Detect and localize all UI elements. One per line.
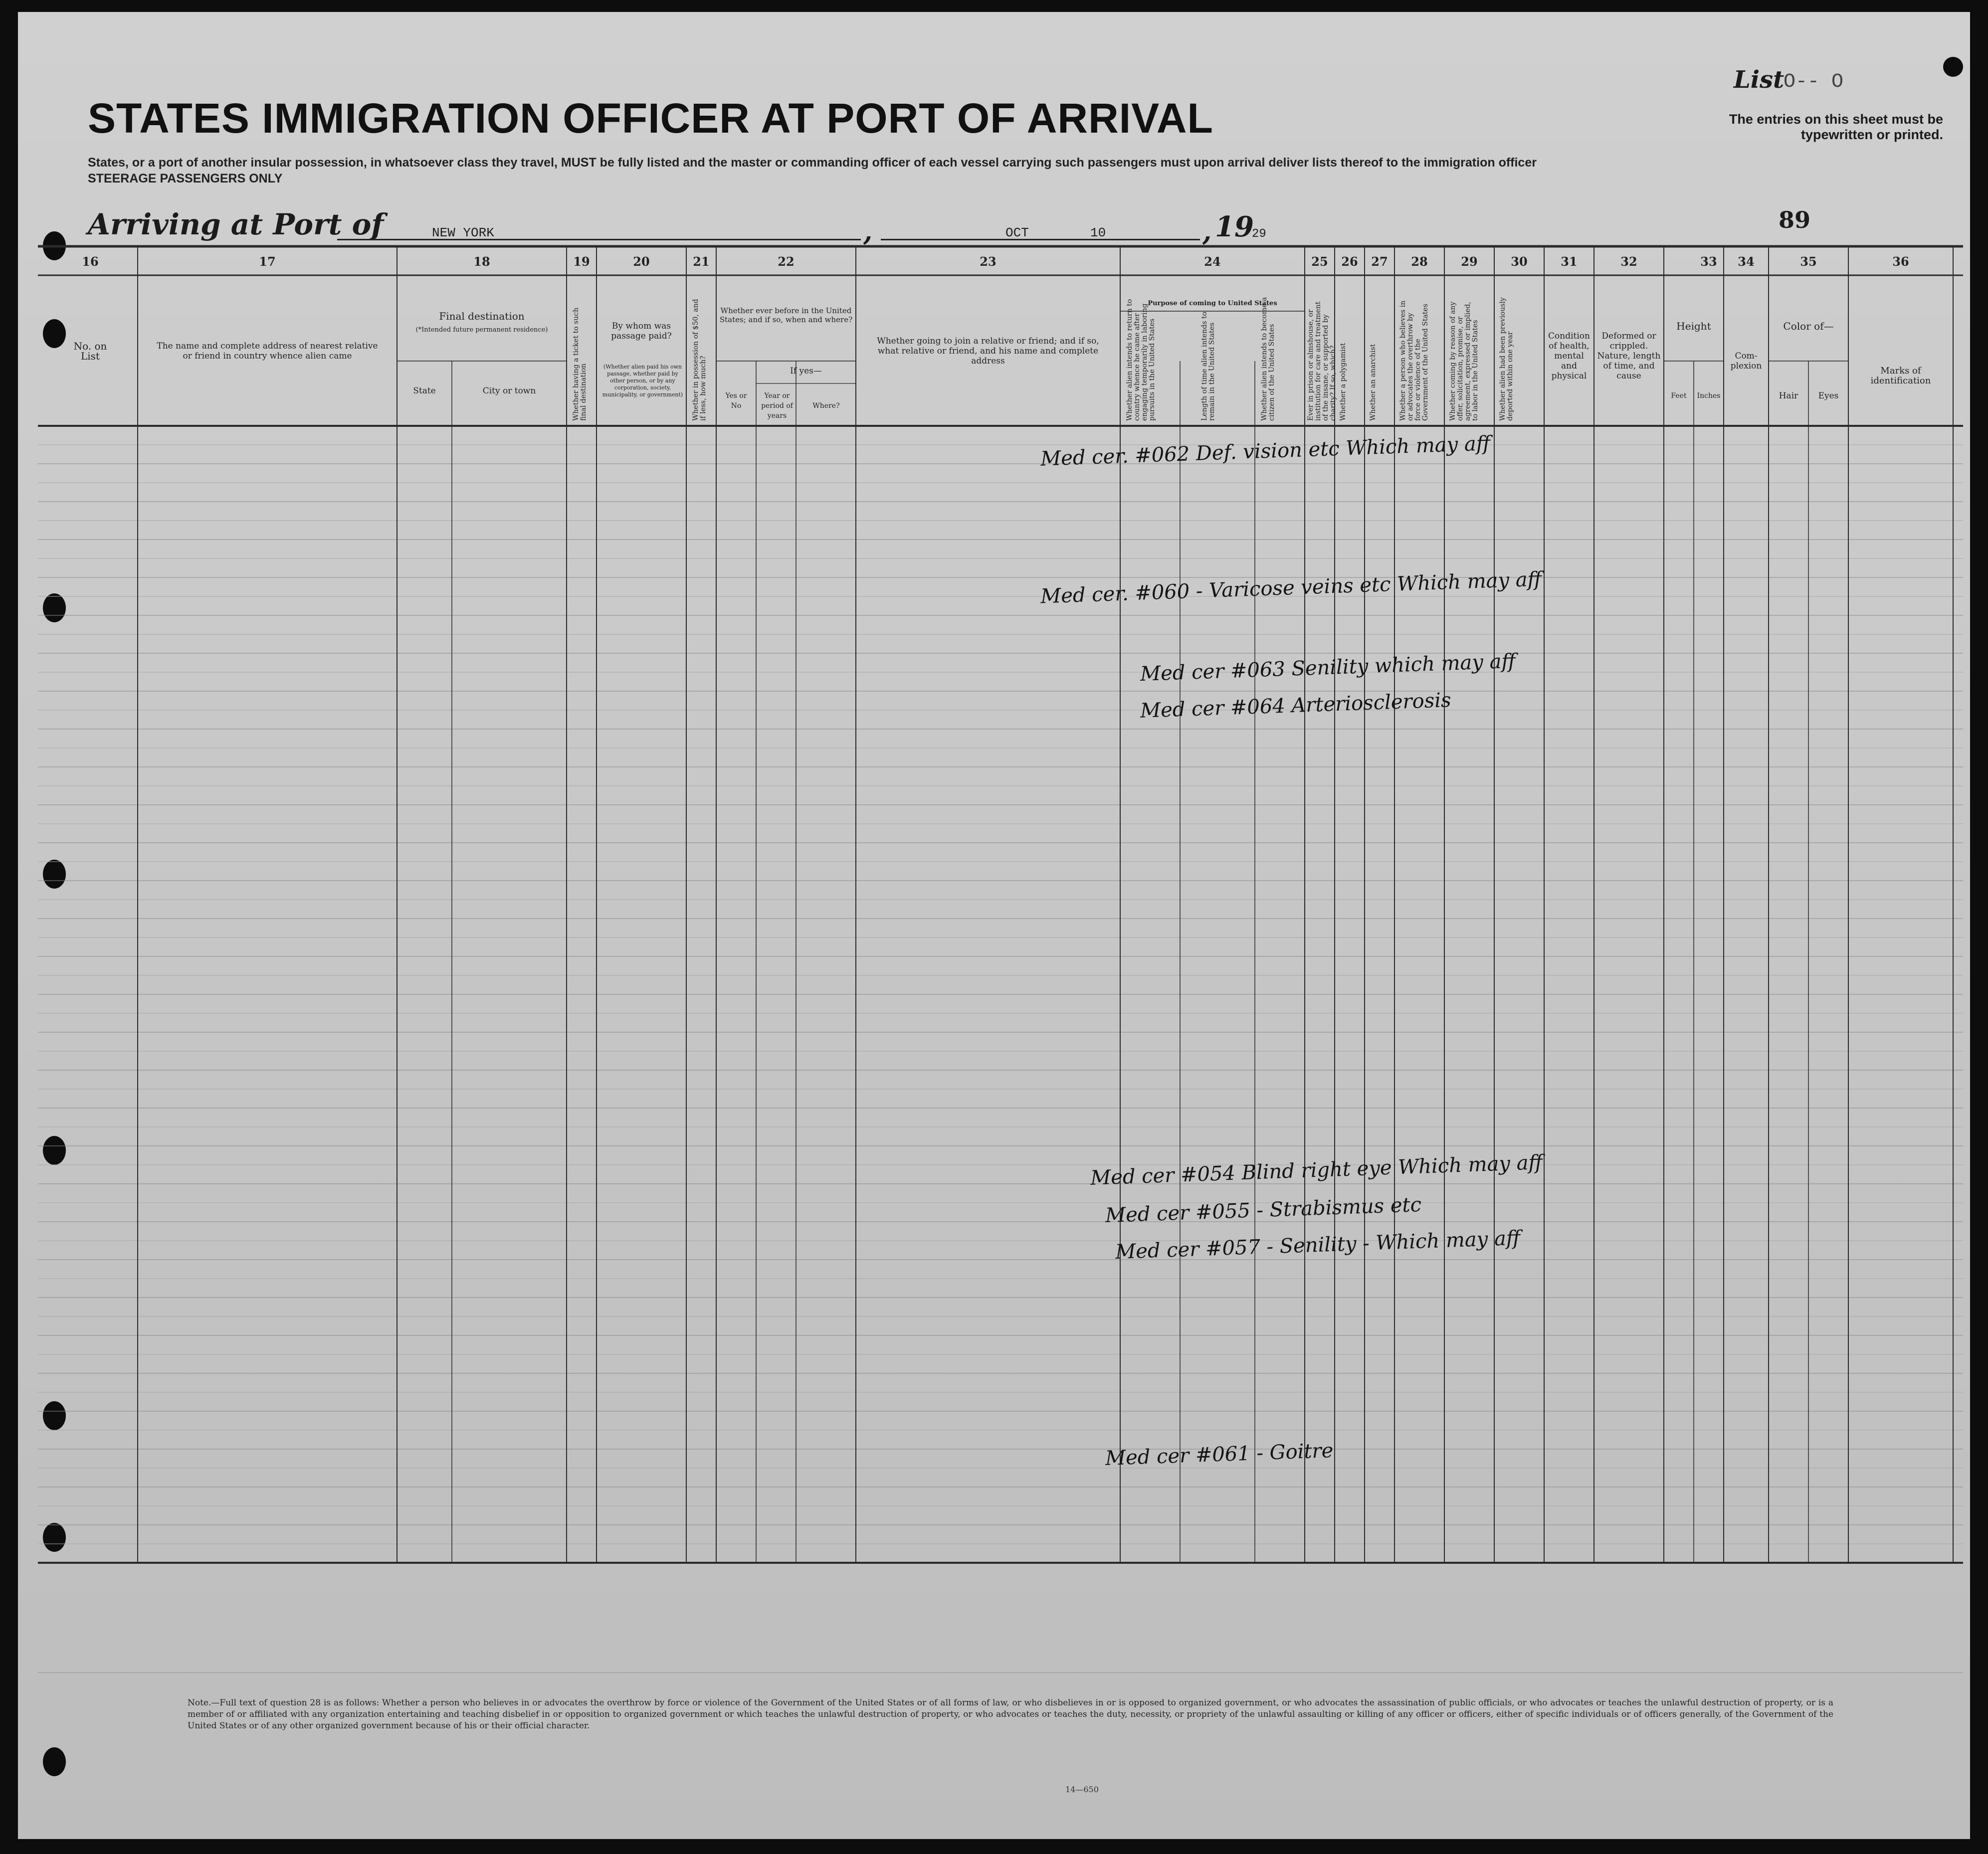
header-before-us: Whether ever before in the United States; and if so, when and where? [719, 306, 853, 324]
day-value: 10 [1090, 225, 1106, 240]
column-number: 35 [1800, 254, 1817, 269]
list-value: O-- O [1784, 71, 1844, 93]
column-number: 23 [980, 254, 996, 269]
typewritten-note: The entries on this sheet must be typewritten or printed. [1729, 112, 1943, 142]
header-height: Height [1676, 320, 1711, 332]
arriving-label: Arriving at Port of [88, 207, 384, 241]
header-paid-by-note: (Whether alien paid his own passage, whether paid by other person, or by any corporation, society, municipality, or government) [602, 364, 683, 398]
header-health: Condition of health, mental and physical [1548, 331, 1590, 381]
column-number: 17 [259, 254, 276, 269]
header-paid-by: By whom was passage paid? [611, 321, 672, 341]
column-number: 18 [473, 254, 490, 269]
header-city: City or town [482, 386, 536, 396]
header-deformed: Deformed or crippled. Nature, length of time, and cause [1597, 331, 1661, 381]
column-number: 27 [1371, 254, 1388, 269]
column-number: 21 [693, 254, 710, 269]
header-money: Whether in possession of $50, and if less, how much? [692, 299, 707, 421]
header-joining: Whether going to join a relative or friend; and if so, what relative or friend, and his name and complete address [877, 336, 1099, 366]
column-number: 16 [82, 254, 99, 269]
port-value: NEW YORK [432, 225, 494, 240]
header-inches: Inches [1697, 392, 1721, 400]
handwritten-medical-note: Med cer. #062 Def. vision etc Which may aff [1040, 432, 1491, 471]
header-state: State [413, 386, 436, 396]
handwritten-medical-note: Med cer #054 Blind right eye Which may aff [1090, 1151, 1543, 1190]
list-label: List [1734, 66, 1785, 94]
header-relative: The name and complete address of nearest relative or friend in country whence alien came [157, 341, 378, 361]
month-value: OCT [1005, 225, 1029, 240]
year-prefix: 19 [1215, 210, 1254, 243]
header-year-period: Year or period of years [761, 392, 793, 420]
table-grid [18, 12, 1970, 1839]
passenger-class-line: STEERAGE PASSENGERS ONLY [88, 172, 283, 185]
sheet-number: 89 [1779, 206, 1811, 233]
column-number: 28 [1411, 254, 1428, 269]
header-ticket: Whether having a ticket to such final destination [572, 307, 588, 421]
header-feet: Feet [1671, 392, 1687, 400]
page-title: STATES IMMIGRATION OFFICER AT PORT OF ARRIVAL [88, 95, 1213, 142]
column-number: 26 [1341, 254, 1358, 269]
header-marks: Marks of identification [1870, 366, 1931, 386]
header-polygamist: Whether a polygamist [1339, 343, 1347, 421]
form-number: 14—650 [1065, 1785, 1099, 1794]
column-number: 29 [1461, 254, 1478, 269]
header-yes-no: Yes or No [725, 392, 747, 410]
header-color-of: Color of— [1783, 320, 1834, 332]
column-number: 20 [633, 254, 650, 269]
header-purpose-return: Whether alien intends to return to country whence he came after engaging temporarily in laboring pursuits in the United States [1126, 299, 1156, 421]
header-offer: Whether coming by reason of any offer, solicitation, promise, or agreement, expressed or implied, to labor in the United States [1449, 301, 1479, 421]
column-number: 22 [778, 254, 795, 269]
footnote: Note.—Full text of question 28 is as follows: Whether a person who believes in or advocates the overthrow by force or violence of the Government of the United States or of all forms of law, or who disbelieves in or is opposed to organized government, or who advocates the assassination of public officials, or who advocates or teaches the unlawful destruction of property, or is a member of or affiliated with any organization entertaining and teaching disbelief in or opposition to organized government or which teaches the unlawful destruction of property, or who advocates or teaches the duty, necessity, or propriety of the unlawful assaulting or killing of any officer or officers, either of specific individuals or of officers generally, of the Government of the United States or of any other organized government because of his or their official character. [188, 1698, 1833, 1731]
handwritten-medical-note: Med cer #063 Senility which may aff [1140, 649, 1516, 686]
header-purpose-citizen: Whether alien intends to become a citizen of the United States [1260, 297, 1276, 421]
column-number: 30 [1511, 254, 1528, 269]
column-number: 25 [1311, 254, 1328, 269]
handwritten-medical-note: Med cer #064 Arteriosclerosis [1140, 689, 1452, 723]
header-complexion: Com-plexion [1730, 351, 1762, 371]
header-hair: Hair [1779, 391, 1798, 401]
header-no-on-list: No. on List [73, 340, 107, 362]
column-number: 36 [1892, 254, 1909, 269]
header-deported: Whether alien had been previously deported within one year [1499, 297, 1514, 421]
year-suffix: 29 [1252, 227, 1266, 241]
header-overthrow: Whether a person who believes in or advocates the overthrow by force or violence of the Government of the United States [1399, 300, 1429, 421]
header-if-yes: If yes— [790, 366, 822, 376]
header-where: Where? [812, 402, 840, 410]
column-number: 19 [573, 254, 590, 269]
column-number: 31 [1561, 254, 1578, 269]
handwritten-medical-note: Med cer #061 - Goitre [1105, 1439, 1334, 1470]
column-number: 24 [1204, 254, 1221, 269]
header-purpose-length: Length of time alien intends to remain in the United States [1200, 312, 1216, 421]
header-anarchist: Whether an anarchist [1369, 344, 1377, 421]
handwritten-medical-note: Med cer #055 - Strabismus etc [1105, 1193, 1422, 1228]
manifest-sheet: STATES IMMIGRATION OFFICER AT PORT OF ARRIVAL States, or a port of another insular possession, in whatsoever class they travel, MUST be fully listed and the master or commanding officer of each vessel carrying such passengers must upon arrival deliver lists thereof to the immigration officer STEERAGE PASSENGERS ONLY List O-- O The entries on this sheet must be typewritten or printed. Arriving at Port of NEW YORK , OCT 10 , 19 29 89 16 17 18 19 20 21 22 23 24 25 26 27 28 29 30 31 32 33 34 35 36 No. on List The name and complete address of nearest relative or friend in country whence alien came Final destination (*Intended future permanent residence) State City or town By whom was passage paid? (Whether alien paid his own passage, whether paid by other person, or by any corporation, society, municipality, or government) Whether ever before in the United States; and if so, when and where? If yes— Yes or No Year or period of years Where? Whether going to join a relative or friend; and if so, what relative or friend, and his name and complete address Purpose of coming to United States Condition of health, mental and physical Deformed or crippled. Nature, length of time, and cause Height Feet Inches Com-plexion Color of— Hair Eyes Marks of identification Whether having a ticket to such final destination Whether in possession of $50, and if less, how much? Whether alien intends to return to country whence he came after engaging temporarily in laboring pursuits in the United States Length of time alien intends to remain in the United States Whether alien intends to become a citizen of the United States Ever in prison or almshouse, or institution for care and treatment of the insane, or supported by charity? If so, which? Whether a polygamist Whether an anarchist Whether a person who believes in or advocates the overthrow by force or violence of the Government of the United States Whether coming by reason of any offer, solicitation, promise, or agreement, expressed or implied, to labor in the United States Whether alien had been previously deported within one year Med cer. #062 Def. vision etc Which may aff Med cer. #060 - Varicose veins etc Which may aff Med cer #063 Senility which may aff Med cer #064 Arteriosclerosis Med cer #054 Blind right eye Which may aff Med cer #055 - Strabismus etc Med cer #057 - Senility - Which may aff Med cer #061 - Goitre Note.—Full text of question 28 is as follows: Whether a person who believes in or advocates the overthrow by force or violence of the Government of the United States or of all forms of law, or who disbelieves in or is opposed to organized government, or who advocates the assassination of public officials, or who advocates or teaches the unlawful destruction of property, or is a member of or affiliated with any organization entertaining and teaching disbelief in or opposition to organized government or which teaches the unlawful destruction of property, or who advocates or teaches the duty, necessity, or propriety of the unlawful assaulting or killing of any officer or officers, either of specific individuals or of officers generally, of the Government of the United States or of any other organized government because of his or their official character. 14—650 [18, 12, 1970, 1839]
header-purpose: Purpose of coming to United States [1148, 300, 1277, 307]
header-prison: Ever in prison or almshouse, or institution for care and treatment of the insane, or supported by charity? If so, which? [1307, 301, 1337, 421]
instructions-line: States, or a port of another insular possession, in whatsoever class they travel, MUST be fully listed and the master or commanding officer of each vessel carrying such passengers must upon arrival deliver lists thereof to the immigration officer [88, 156, 1537, 170]
header-final-destination: Final destination [439, 310, 525, 322]
column-number: 32 [1620, 254, 1637, 269]
column-number: 34 [1738, 254, 1755, 269]
header-final-destination-note: (*Intended future permanent residence) [415, 326, 548, 334]
column-number: 33 [1700, 254, 1717, 269]
header-eyes: Eyes [1818, 391, 1839, 401]
handwritten-medical-note: Med cer #057 - Senility - Which may aff [1115, 1226, 1521, 1264]
handwritten-medical-note: Med cer. #060 - Varicose veins etc Which may aff [1040, 567, 1542, 608]
